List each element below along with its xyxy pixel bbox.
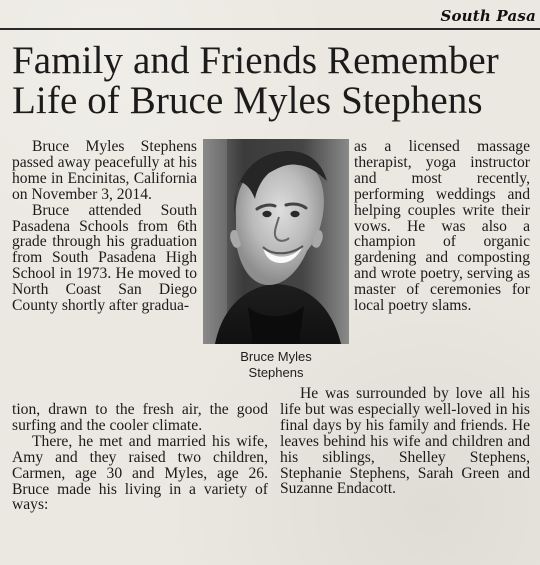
right-column — [354, 139, 530, 314]
headline: Family and Friends Remember Life of Bruce Myles Stephens — [12, 39, 499, 122]
bottom-right-column — [280, 386, 530, 497]
paragraph-3: There, he met and married his wife, Amy and they raised two children, Carmen, age 30 and Myles, age 26. Bruce made his living in a variety of ways: — [12, 432, 268, 514]
paragraph-4: He was surrounded by love all his life but was especially well-loved in his final days by his family and friends. He leaves behind his wife and children and his siblings, Shelley Stephens, Stephanie Stephens, Sarah Green and Suzanne Endacott. — [280, 385, 530, 498]
paragraph-1: Bruce Myles Stephens passed away peacefully at his home in Encinitas, California on November 3, 2014. — [12, 138, 197, 203]
bottom-left-column — [12, 402, 268, 513]
photo-caption — [203, 349, 349, 381]
paragraph-3-continuation: as a licensed massage therapist, yoga instructor and most recently, performing weddings and helping couples write their vows. He was also a champion of organic gardening and composting and wrote poetry, serving as master of ceremonies for local poetry slams. — [354, 138, 530, 315]
header-rule — [0, 28, 540, 30]
caption-line-1: Bruce Myles — [240, 349, 312, 364]
masthead: South Pasa — [440, 7, 536, 25]
portrait-photo — [203, 139, 349, 344]
left-column — [12, 139, 197, 314]
paragraph-2-continuation: tion, drawn to the fresh air, the good surfing and the cooler climate. — [12, 401, 268, 434]
caption-line-2: Stephens — [248, 365, 304, 380]
paragraph-2: Bruce attended South Pasadena Schools from 6th grade through his graduation from South Pasadena High School in 1973. He moved to North Coast San Diego County shortly after gradua- — [12, 201, 197, 315]
